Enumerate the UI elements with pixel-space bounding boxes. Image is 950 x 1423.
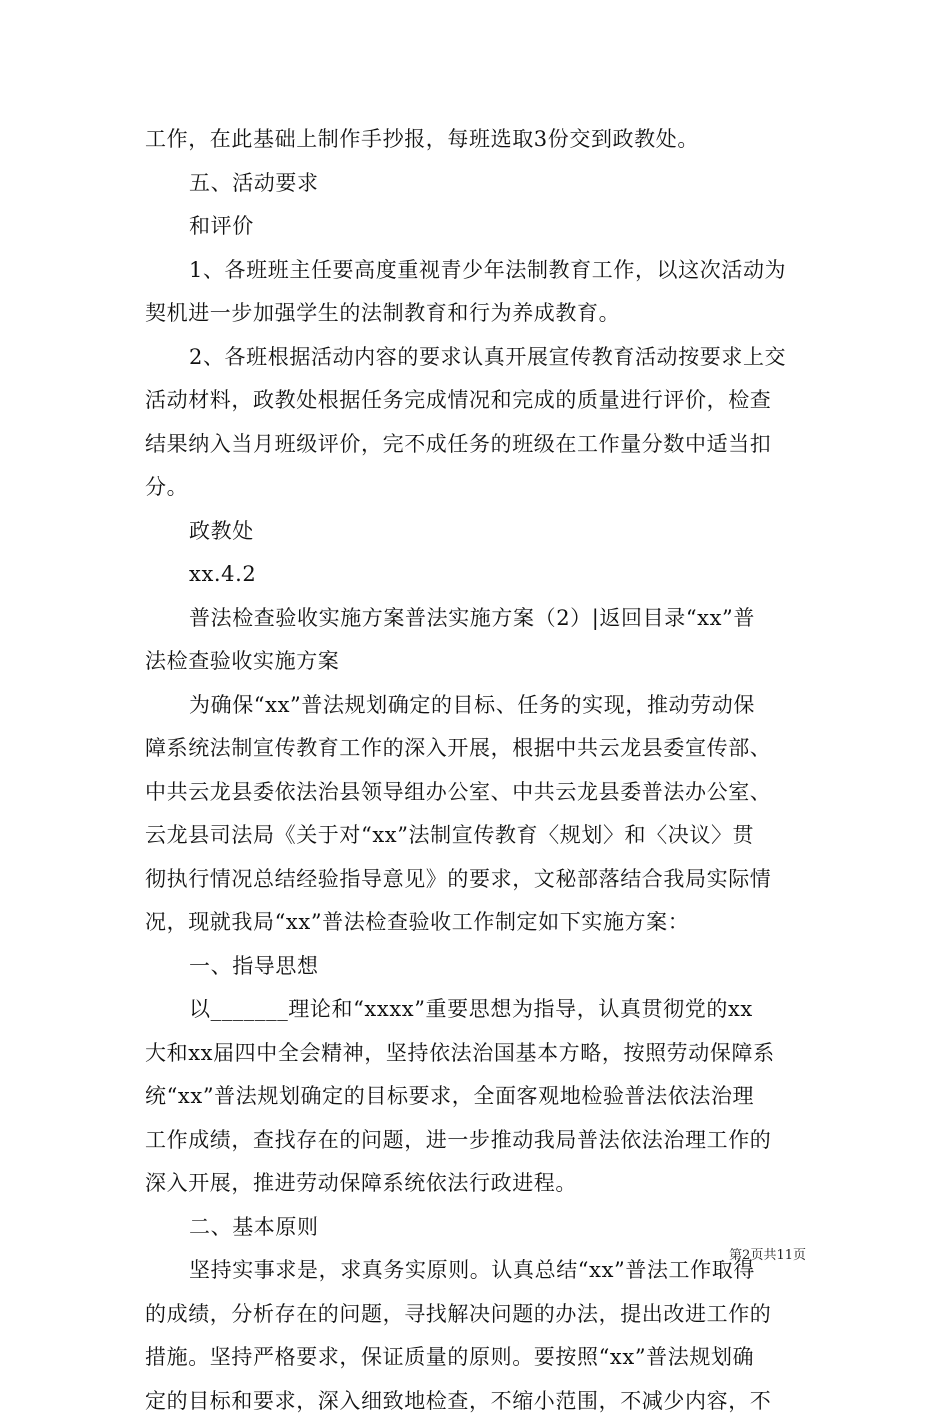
- text-line: 深入开展，推进劳动保障系统依法行政进程。: [145, 1162, 810, 1206]
- text-line: 彻执行情况总结经验指导意见》的要求，文秘部落结合我局实际情: [145, 858, 810, 902]
- text-line: 1、各班班主任要高度重视青少年法制教育工作，以这次活动为: [145, 249, 810, 293]
- text-line: 措施。坚持严格要求，保证质量的原则。要按照“xx”普法规划确: [145, 1336, 810, 1380]
- text-line: 定的目标和要求，深入细致地检查，不缩小范围，不减少内容，不: [145, 1380, 810, 1423]
- text-line: 云龙县司法局《关于对“xx”法制宣传教育〈规划〉和〈决议〉贯: [145, 814, 810, 858]
- page-number: 第2页共11页: [729, 1247, 806, 1265]
- text-line: 政教处: [145, 510, 810, 554]
- text-line: 统“xx”普法规划确定的目标要求，全面客观地检验普法依法治理: [145, 1075, 810, 1119]
- text-line: 工作，在此基础上制作手抄报，每班选取3份交到政教处。: [145, 118, 810, 162]
- text-line: 法检查验收实施方案: [145, 640, 810, 684]
- text-line: 和评价: [145, 205, 810, 249]
- text-line: 2、各班根据活动内容的要求认真开展宣传教育活动按要求上交: [145, 336, 810, 380]
- text-line: 的成绩，分析存在的问题，寻找解决问题的办法，提出改进工作的: [145, 1293, 810, 1337]
- text-line: 中共云龙县委依法治县领导组办公室、中共云龙县委普法办公室、: [145, 771, 810, 815]
- text-line: 坚持实事求是，求真务实原则。认真总结“xx”普法工作取得: [145, 1249, 810, 1293]
- text-line: 障系统法制宣传教育工作的深入开展，根据中共云龙县委宣传部、: [145, 727, 810, 771]
- text-line: 况，现就我局“xx”普法检查验收工作制定如下实施方案：: [145, 901, 810, 945]
- text-line: 结果纳入当月班级评价，完不成任务的班级在工作量分数中适当扣: [145, 423, 810, 467]
- text-line: 活动材料，政教处根据任务完成情况和完成的质量进行评价，检查: [145, 379, 810, 423]
- text-line: 五、活动要求: [145, 162, 810, 206]
- text-line: 一、指导思想: [145, 945, 810, 989]
- text-line: 普法检查验收实施方案普法实施方案（2）|返回目录“xx”普: [145, 597, 810, 641]
- text-line: 分。: [145, 466, 810, 510]
- text-line: 工作成绩，查找存在的问题，进一步推动我局普法依法治理工作的: [145, 1119, 810, 1163]
- text-line: 大和xx届四中全会精神，坚持依法治国基本方略，按照劳动保障系: [145, 1032, 810, 1076]
- text-line: 契机进一步加强学生的法制教育和行为养成教育。: [145, 292, 810, 336]
- text-line: 为确保“xx”普法规划确定的目标、任务的实现，推动劳动保: [145, 684, 810, 728]
- text-line: 以_______理论和“xxxx”重要思想为指导，认真贯彻党的xx: [145, 988, 810, 1032]
- text-line: 二、基本原则: [145, 1206, 810, 1250]
- text-line: xx.4.2: [145, 553, 810, 597]
- document-body: [145, 118, 810, 1423]
